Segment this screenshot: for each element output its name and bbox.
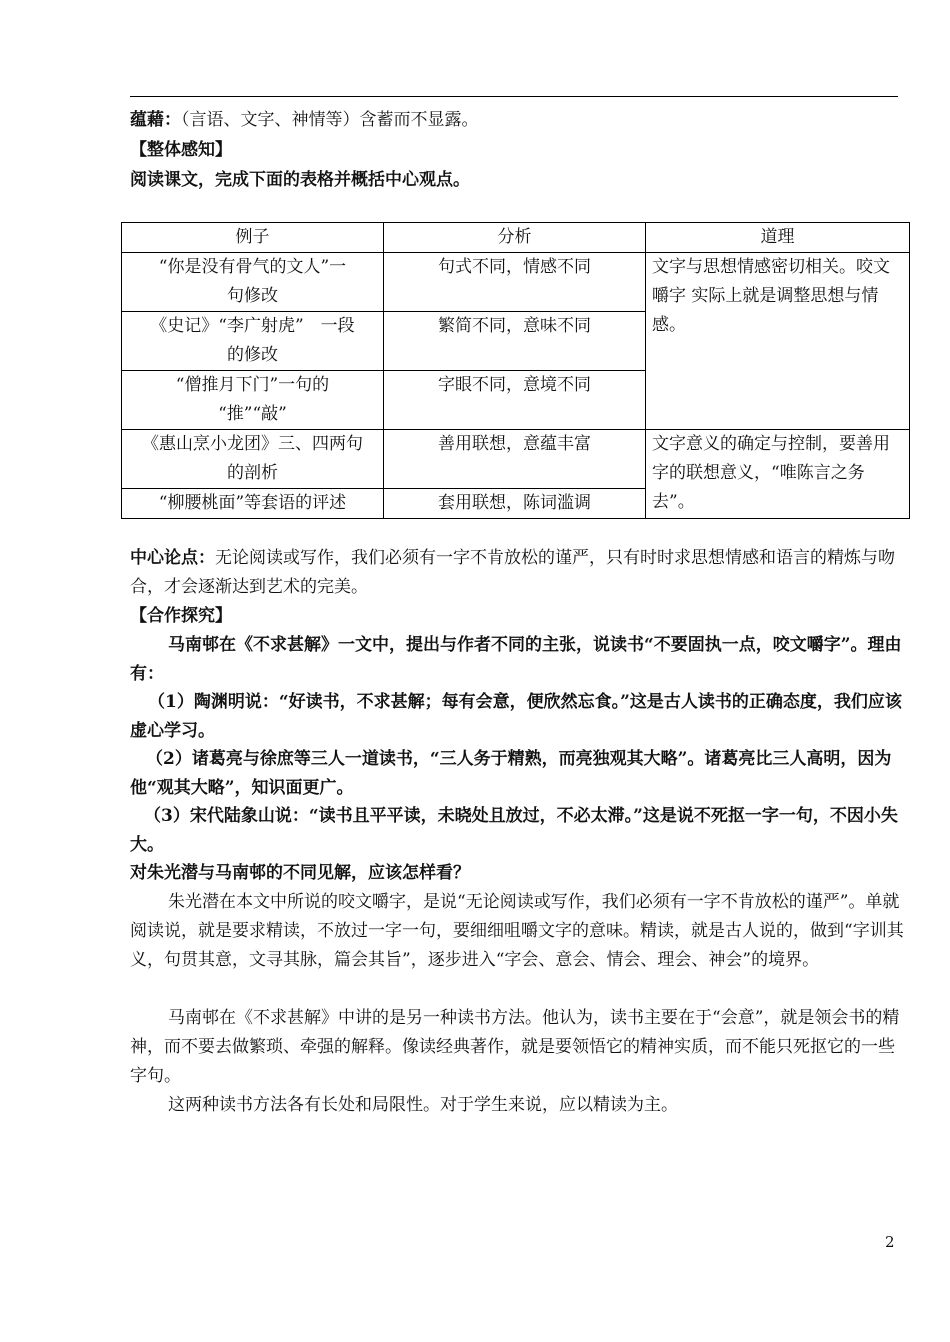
principle-cell: 文字与思想情感密切相关。咬文嚼字 实际上就是调整思想与情感。 bbox=[646, 253, 910, 430]
table-row bbox=[122, 253, 910, 312]
central-argument bbox=[130, 544, 905, 602]
definition-line bbox=[130, 106, 905, 134]
analysis-cell: 套用联想，陈词滥调 bbox=[384, 489, 646, 519]
example-cell: “柳腰桃面”等套语的评述 bbox=[122, 489, 384, 519]
header-rule bbox=[130, 96, 898, 97]
task-instruction: 阅读课文，完成下面的表格并概括中心观点。 bbox=[130, 170, 470, 190]
reason-3: （3）宋代陆象山说：“读书且平平读，未晓处且放过，不必太滞。”这是说不死抠一字一句，不因小失大。 bbox=[130, 806, 898, 855]
example-cell: “僧推月下门”一句的 “推”“敲” bbox=[122, 371, 384, 430]
analysis-cell: 繁简不同，意味不同 bbox=[384, 312, 646, 371]
example-cell: 《史记》“李广射虎” 一段 的修改 bbox=[122, 312, 384, 371]
example-cell: “你是没有骨气的文人”一 句修改 bbox=[122, 253, 384, 312]
term-label: 蕴藉： bbox=[130, 110, 181, 130]
example-cell: 《惠山烹小龙团》三、四两句 的剖析 bbox=[122, 430, 384, 489]
answer-paragraph-2: 马南邨在《不求甚解》中讲的是另一种读书方法。他认为，读书主要在于“会意”，就是领会书的精神，而不要去做繁琐、牵强的解释。像读经典著作，就是要领悟它的精神实质，而不能只死抠它的一些字句。 bbox=[130, 1008, 900, 1086]
header-analysis: 分析 bbox=[384, 223, 646, 253]
analysis-table bbox=[121, 222, 910, 519]
central-argument-label: 中心论点： bbox=[130, 548, 215, 568]
answer-paragraph-3: 这两种读书方法各有长处和局限性。对于学生来说，应以精读为主。 bbox=[168, 1095, 678, 1115]
central-argument-text: 无论阅读或写作，我们必须有一字不肯放松的谨严，只有时时求思想情感和语言的精炼与吻合，才会逐渐达到艺术的完美。 bbox=[130, 548, 895, 597]
analysis-cell: 字眼不同，意境不同 bbox=[384, 371, 646, 430]
analysis-cell: 善用联想，意蕴丰富 bbox=[384, 430, 646, 489]
term-definition: （言语、文字、神情等）含蓄而不显露。 bbox=[181, 110, 479, 130]
table-header-row bbox=[122, 223, 910, 253]
principle-cell: 文字意义的确定与控制，要善用字的联想意义，“唯陈言之务去”。 bbox=[646, 430, 910, 519]
answer-paragraph-1: 朱光潜在本文中所说的咬文嚼字，是说“无论阅读或写作，我们必须有一字不肯放松的谨严”。单就阅读说，就是要求精读，不放过一字一句，要细细咀嚼文字的意味。精读，就是古人说的，做到“字训其义，句贯其意，文寻其脉，篇会其旨”，逐步进入“字会、意会、情会、理会、神会”的境界。 bbox=[130, 892, 904, 970]
discussion-question: 对朱光潜与马南邨的不同见解，应该怎样看？ bbox=[130, 863, 470, 883]
page-number: 2 bbox=[885, 1233, 895, 1251]
analysis-cell: 句式不同，情感不同 bbox=[384, 253, 646, 312]
header-example: 例子 bbox=[122, 223, 384, 253]
reason-2: （2）诸葛亮与徐庶等三人一道读书，“三人务于精熟，而亮独观其大略”。诸葛亮比三人高明，因为他“观其大略”，知识面更广。 bbox=[130, 749, 892, 798]
section-heading-explore: 【合作探究】 bbox=[130, 606, 232, 626]
reason-1: （1）陶渊明说：“好读书，不求甚解；每有会意，便欣然忘食。”这是古人读书的正确态度，我们应该虚心学习。 bbox=[130, 692, 902, 741]
table-row bbox=[122, 430, 910, 489]
explore-intro: 马南邨在《不求甚解》一文中，提出与作者不同的主张，说读书“不要固执一点，咬文嚼字”。理由有： bbox=[130, 635, 902, 684]
header-principle: 道理 bbox=[646, 223, 910, 253]
section-heading-overall: 【整体感知】 bbox=[130, 140, 232, 160]
